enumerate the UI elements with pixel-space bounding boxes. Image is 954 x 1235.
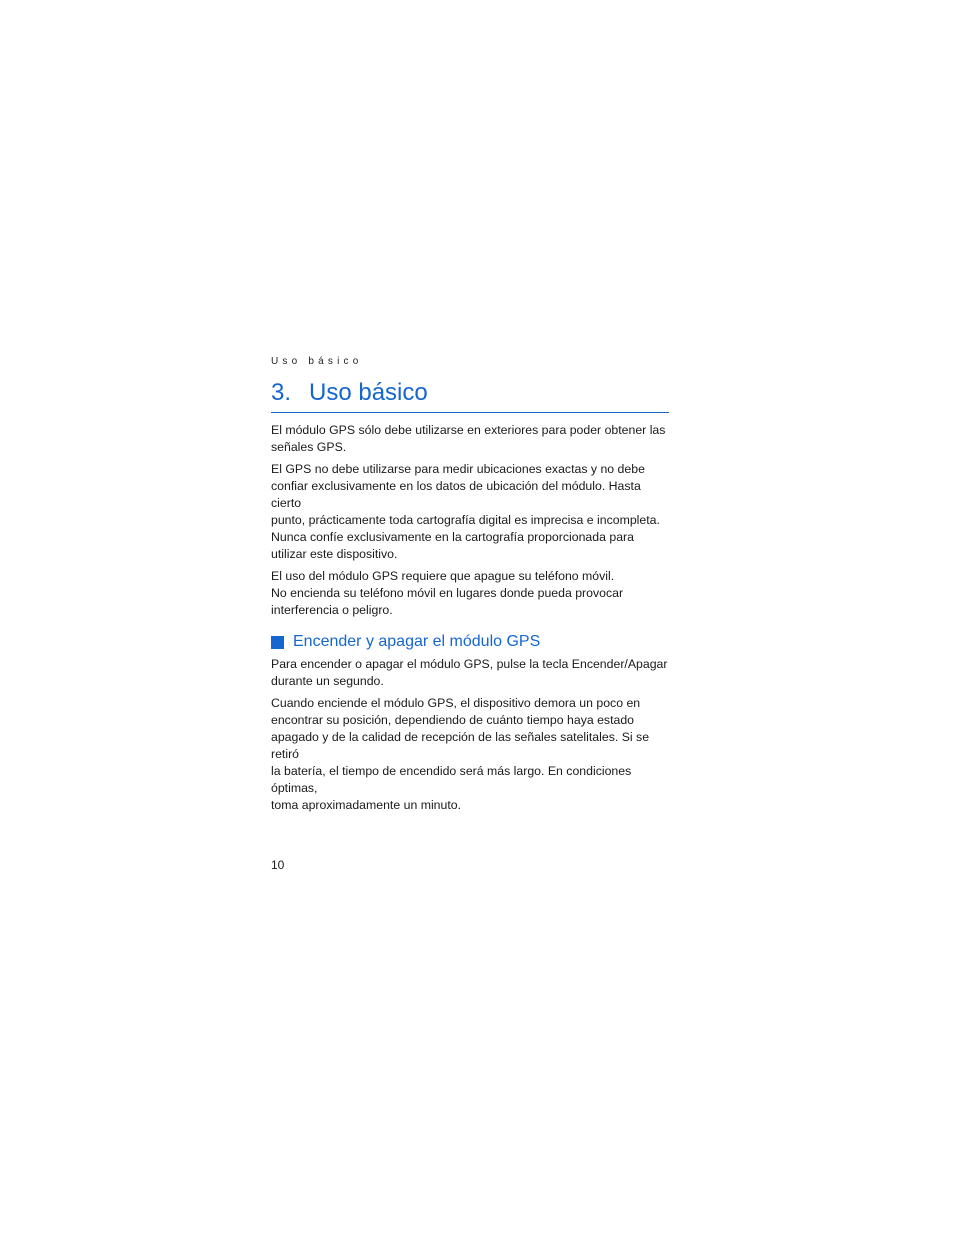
- paragraph: [271, 461, 669, 563]
- paragraph: [271, 422, 669, 456]
- text-line: El módulo GPS sólo debe utilizarse en exteriores para poder obtener las: [271, 423, 666, 437]
- section-heading: [271, 631, 669, 653]
- text-line: la batería, el tiempo de encendido será más largo. En condiciones óptimas,: [271, 764, 632, 795]
- page-number: 10: [271, 858, 285, 872]
- section-title: Encender y apagar el módulo GPS: [293, 633, 541, 650]
- text-line: El uso del módulo GPS requiere que apague su teléfono móvil.: [271, 569, 615, 583]
- section-bullet-icon: [271, 636, 284, 649]
- text-line: Para encender o apagar el módulo GPS, pulse la tecla Encender/Apagar: [271, 657, 668, 671]
- paragraph: [271, 695, 669, 814]
- text-line: Cuando enciende el módulo GPS, el dispositivo demora un poco en: [271, 696, 641, 710]
- text-line: Nunca confíe exclusivamente en la cartografía proporcionada para: [271, 530, 634, 544]
- text-line: No encienda su teléfono móvil en lugares donde pueda provocar: [271, 586, 624, 600]
- paragraph: [271, 568, 669, 619]
- text-line: señales GPS.: [271, 440, 347, 454]
- text-line: confiar exclusivamente en los datos de ubicación del módulo. Hasta cierto: [271, 479, 641, 510]
- text-line: apagado y de la calidad de recepción de las señales satelitales. Si se retiró: [271, 730, 650, 761]
- chapter-number: 3.: [271, 379, 292, 406]
- text-line: utilizar este dispositivo.: [271, 547, 398, 561]
- page-content: [271, 354, 669, 814]
- text-line: El GPS no debe utilizarse para medir ubicaciones exactas y no debe: [271, 462, 645, 476]
- text-line: toma aproximadamente un minuto.: [271, 798, 462, 812]
- text-line: punto, prácticamente toda cartografía digital es imprecisa e incompleta.: [271, 513, 660, 527]
- chapter-heading: [271, 378, 669, 413]
- chapter-title: Uso básico: [309, 379, 428, 406]
- paragraph: [271, 656, 669, 690]
- text-line: encontrar su posición, dependiendo de cuánto tiempo haya estado: [271, 713, 635, 727]
- text-line: durante un segundo.: [271, 674, 384, 688]
- running-header: Uso básico: [271, 356, 363, 367]
- text-line: interferencia o peligro.: [271, 603, 393, 617]
